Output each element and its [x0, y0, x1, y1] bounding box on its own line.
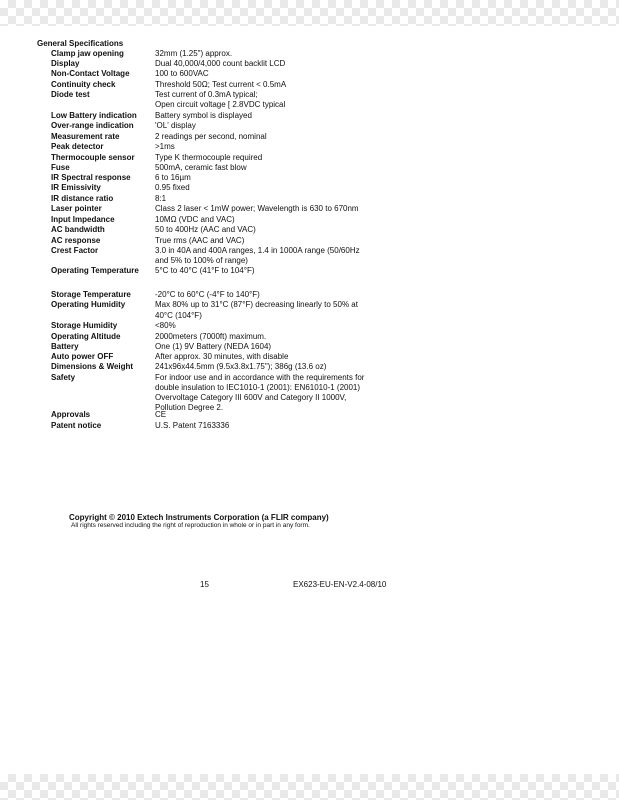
- spec-label: Diode test: [51, 90, 90, 99]
- spec-label: Storage Temperature: [51, 290, 131, 299]
- spec-value: After approx. 30 minutes, with disable: [155, 352, 289, 361]
- spec-value: 0.95 fixed: [155, 183, 190, 192]
- spec-label: Peak detector: [51, 142, 104, 151]
- spec-row: [0, 321, 619, 331]
- spec-row: [0, 194, 619, 204]
- document-code: EX623-EU-EN-V2.4-08/10: [293, 580, 387, 589]
- spec-value: 40°C (104°F): [155, 311, 202, 320]
- spec-value: 5°C to 40°C (41°F to 104°F): [155, 266, 255, 275]
- spec-value: 32mm (1.25") approx.: [155, 49, 233, 58]
- spec-row: [0, 266, 619, 276]
- spec-value: Pollution Degree 2.: [155, 403, 224, 412]
- spec-label: Battery: [51, 342, 79, 351]
- spec-value: Class 2 laser < 1mW power; Wavelength is 630 to 670nm: [155, 204, 359, 213]
- spec-label: Non-Contact Voltage: [51, 69, 130, 78]
- spec-label: Fuse: [51, 163, 70, 172]
- spec-value: Max 80% up to 31°C (87°F) decreasing linearly to 50% at: [155, 300, 358, 309]
- spec-row: [0, 173, 619, 183]
- spec-label: Over-range indication: [51, 121, 134, 130]
- spec-row: [0, 383, 619, 393]
- spec-value: 2 readings per second, nominal: [155, 132, 267, 141]
- spec-label: Storage Humidity: [51, 321, 118, 330]
- spec-value: 'OL' display: [155, 121, 196, 130]
- spec-label: Operating Altitude: [51, 332, 121, 341]
- copyright-line: Copyright © 2010 Extech Instruments Corporation (a FLIR company): [69, 513, 329, 522]
- spec-row: [0, 311, 619, 321]
- spec-value: Threshold 50Ω; Test current < 0.5mA: [155, 80, 287, 89]
- spec-row: [0, 373, 619, 383]
- rights-notice: All rights reserved including the right of reproduction in whole or in part in any form.: [71, 522, 310, 529]
- spec-label: Continuity check: [51, 80, 116, 89]
- spec-label: Approvals: [51, 410, 91, 419]
- spec-label: Operating Temperature: [51, 266, 139, 275]
- spec-value: 500mA, ceramic fast blow: [155, 163, 247, 172]
- spec-label: IR distance ratio: [51, 194, 114, 203]
- spec-row: [0, 121, 619, 131]
- spec-label: AC bandwidth: [51, 225, 105, 234]
- spec-row: [0, 332, 619, 342]
- spec-label: Measurement rate: [51, 132, 120, 141]
- spec-value: <80%: [155, 321, 176, 330]
- spec-label: IR Emissivity: [51, 183, 101, 192]
- spec-label: Patent notice: [51, 421, 102, 430]
- spec-label: Thermocouple sensor: [51, 153, 135, 162]
- spec-row: [0, 49, 619, 59]
- spec-row: [0, 410, 619, 420]
- spec-value: 241x96x44.5mm (9.5x3.8x1.75"); 386g (13.6 oz): [155, 362, 327, 371]
- spec-row: [0, 225, 619, 235]
- spec-row: [0, 163, 619, 173]
- spec-row: [0, 204, 619, 214]
- spec-row: [0, 132, 619, 142]
- spec-value: >1ms: [155, 142, 175, 151]
- spec-row: [0, 421, 619, 431]
- spec-row: [0, 300, 619, 310]
- spec-value: True rms (AAC and VAC): [155, 236, 245, 245]
- spec-value: 3.0 in 40A and 400A ranges, 1.4 in 1000A range (50/60Hz: [155, 246, 360, 255]
- spec-value: double insulation to IEC1010-1 (2001): EN61010-1 (2001): [155, 383, 361, 392]
- spec-label: Operating Humidity: [51, 300, 126, 309]
- spec-label: Safety: [51, 373, 76, 382]
- spec-value: Test current of 0.3mA typical;: [155, 90, 258, 99]
- spec-label: AC response: [51, 236, 101, 245]
- spec-row: [0, 90, 619, 100]
- spec-label: IR Spectral response: [51, 173, 131, 182]
- spec-label: Laser pointer: [51, 204, 102, 213]
- spec-row: [0, 393, 619, 403]
- spec-row: [0, 246, 619, 256]
- spec-value: 6 to 16µm: [155, 173, 191, 182]
- spec-label: Crest Factor: [51, 246, 99, 255]
- spec-row: [0, 215, 619, 225]
- spec-value: One (1) 9V Battery (NEDA 1604): [155, 342, 272, 351]
- spec-value: 2000meters (7000ft) maximum.: [155, 332, 267, 341]
- spec-row: [0, 362, 619, 372]
- spec-label: Display: [51, 59, 80, 68]
- spec-value: Type K thermocouple required: [155, 153, 263, 162]
- spec-row: [0, 290, 619, 300]
- spec-label: Auto power OFF: [51, 352, 114, 361]
- spec-value: -20°C to 60°C (-4°F to 140°F): [155, 290, 260, 299]
- spec-row: [0, 80, 619, 90]
- spec-row: [0, 69, 619, 79]
- spec-row: [0, 236, 619, 246]
- spec-label: Input Impedance: [51, 215, 115, 224]
- spec-row: [0, 100, 619, 110]
- spec-label: Low Battery indication: [51, 111, 137, 120]
- spec-value: Battery symbol is displayed: [155, 111, 252, 120]
- spec-row: [0, 153, 619, 163]
- spec-row: [0, 142, 619, 152]
- spec-value: 100 to 600VAC: [155, 69, 209, 78]
- spec-value: Dual 40,000/4,000 count backlit LCD: [155, 59, 286, 68]
- spec-value: Open circuit voltage [ 2.8VDC typical: [155, 100, 286, 109]
- spec-row: [0, 256, 619, 266]
- spec-value: 8:1: [155, 194, 167, 203]
- spec-value: U.S. Patent 7163336: [155, 421, 230, 430]
- spec-value: 10MΩ (VDC and VAC): [155, 215, 235, 224]
- section-title: General Specifications: [37, 39, 124, 48]
- spec-row: [0, 183, 619, 193]
- spec-row: [0, 342, 619, 352]
- spec-row: [0, 59, 619, 69]
- spec-label: Dimensions & Weight: [51, 362, 134, 371]
- spec-label: Clamp jaw opening: [51, 49, 124, 58]
- spec-value: and 5% to 100% of range): [155, 256, 248, 265]
- spec-row: [0, 111, 619, 121]
- spec-value: Overvoltage Category III 600V and Category II 1000V,: [155, 393, 347, 402]
- spec-value: CE: [155, 410, 167, 419]
- spec-value: For indoor use and in accordance with the requirements for: [155, 373, 365, 382]
- spec-row: [0, 352, 619, 362]
- page-number: 15: [200, 580, 209, 589]
- spec-value: 50 to 400Hz (AAC and VAC): [155, 225, 256, 234]
